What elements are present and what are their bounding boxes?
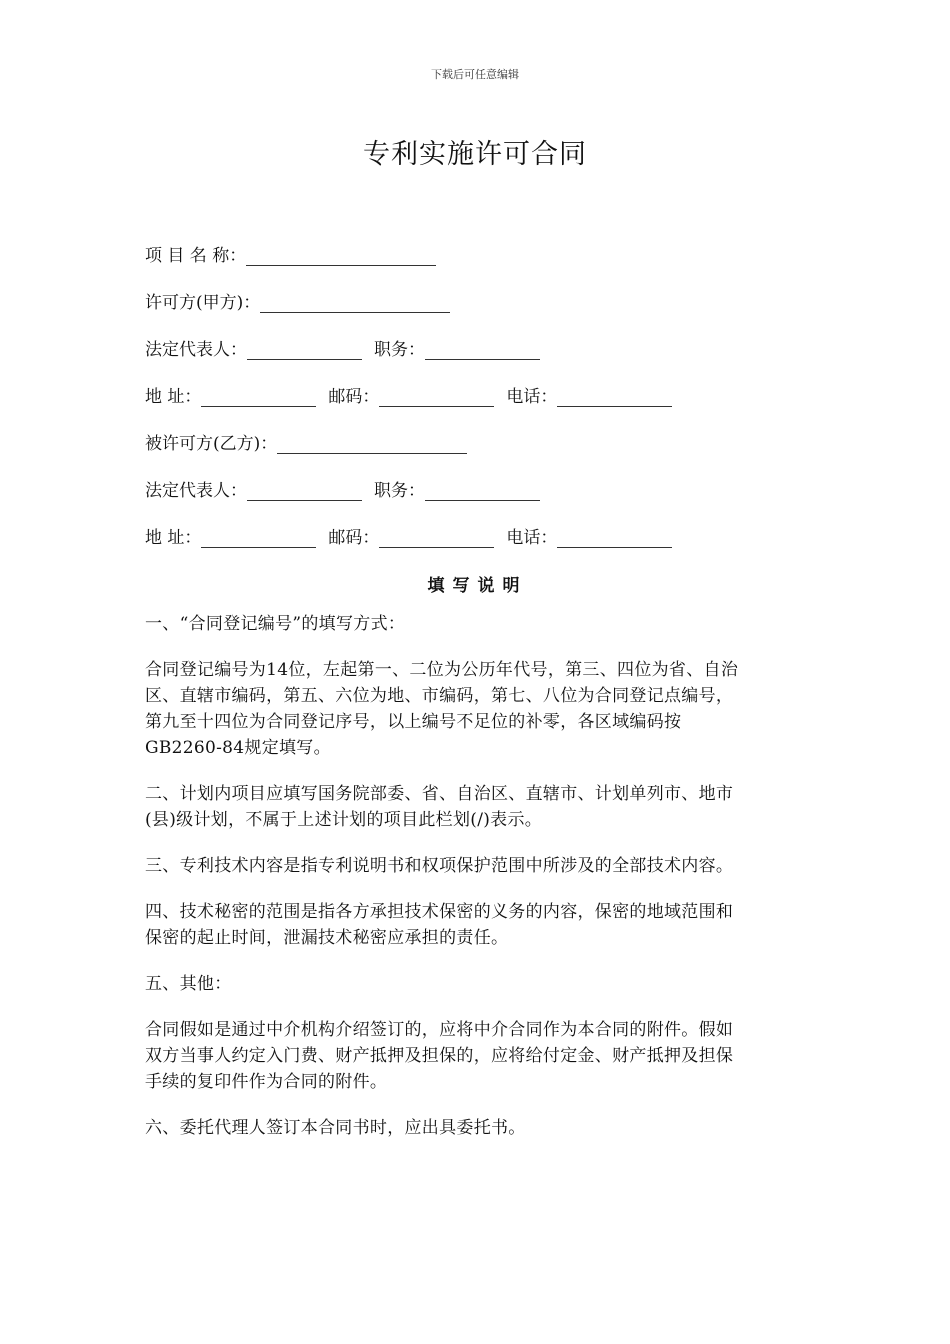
instruction-line: 合同登记编号为14位，左起第一、二位为公历年代号，第三、四位为省、自治 <box>145 660 739 680</box>
licensor-position-blank[interactable] <box>425 337 540 360</box>
licensee-rep-blank[interactable] <box>247 478 362 501</box>
licensee-label: 被许可方(乙方)： <box>145 434 278 454</box>
licensor-label: 许可方(甲方)： <box>145 293 261 313</box>
instruction-6 <box>145 1115 810 1141</box>
instruction-line: 第九至十四位为合同登记序号，以上编号不足位的补零，各区域编码按 <box>145 712 682 732</box>
licensor-address-label: 地 址： <box>145 387 202 407</box>
instructions-heading: 填写说明 <box>427 576 528 596</box>
instruction-line: (县)级计划，不属于上述计划的项目此栏划(/)表示。 <box>145 810 543 830</box>
instruction-line: 合同假如是通过中介机构介绍签订的，应将中介合同作为本合同的附件。假如 <box>145 1020 734 1040</box>
instruction-line: 区、直辖市编码，第五、六位为地、市编码，第七、八位为合同登记点编号， <box>145 686 734 706</box>
instruction-1-detail <box>145 657 810 761</box>
instructions-list <box>145 611 810 1141</box>
licensor-position-label: 职务： <box>374 340 425 360</box>
instruction-line: 五、其他： <box>145 974 232 994</box>
field-licensor-contact <box>145 381 810 428</box>
licensor-phone-label: 电话： <box>506 387 558 407</box>
instruction-5-detail <box>145 1017 810 1095</box>
instruction-line: 六、委托代理人签订本合同书时，应出具委托书。 <box>145 1118 526 1138</box>
instruction-5 <box>145 971 810 997</box>
field-project-name <box>145 240 810 287</box>
licensee-postcode-blank[interactable] <box>379 525 494 548</box>
instruction-line: 三、专利技术内容是指专利说明书和权项保护范围中所涉及的全部技术内容。 <box>145 856 734 876</box>
instruction-line: 手续的复印件作为合同的附件。 <box>145 1072 388 1092</box>
licensee-position-label: 职务： <box>374 481 425 501</box>
instruction-1 <box>145 611 810 637</box>
field-licensee <box>145 428 810 475</box>
licensor-rep-blank[interactable] <box>247 337 362 360</box>
instruction-line: 保密的起止时间，泄漏技术秘密应承担的责任。 <box>145 928 509 948</box>
licensee-phone-label: 电话： <box>506 528 558 548</box>
licensor-address-blank[interactable] <box>201 384 316 407</box>
licensee-rep-label: 法定代表人： <box>145 481 247 501</box>
instruction-line: GB2260-84规定填写。 <box>145 738 331 758</box>
field-licensee-contact <box>145 522 810 569</box>
header-note: 下载后可任意编辑 <box>431 68 519 81</box>
contract-content <box>145 240 810 1161</box>
field-licensor <box>145 287 810 334</box>
licensor-rep-label: 法定代表人： <box>145 340 247 360</box>
licensee-address-label: 地 址： <box>145 528 202 548</box>
instruction-line: 一、“合同登记编号”的填写方式： <box>145 614 406 634</box>
field-licensor-rep <box>145 334 810 381</box>
licensor-postcode-label: 邮码： <box>328 387 380 407</box>
licensor-phone-blank[interactable] <box>557 384 672 407</box>
instruction-4 <box>145 899 810 951</box>
project-name-blank[interactable] <box>246 243 436 266</box>
licensee-phone-blank[interactable] <box>557 525 672 548</box>
document-title: 专利实施许可合同 <box>363 139 587 170</box>
licensor-blank[interactable] <box>260 290 450 313</box>
licensor-postcode-blank[interactable] <box>379 384 494 407</box>
instruction-line: 双方当事人约定入门费、财产抵押及担保的，应将给付定金、财产抵押及担保 <box>145 1046 734 1066</box>
project-name-label: 项 目 名 称： <box>145 246 247 266</box>
instruction-2 <box>145 781 810 833</box>
licensee-postcode-label: 邮码： <box>328 528 380 548</box>
instruction-line: 四、技术秘密的范围是指各方承担技术保密的义务的内容，保密的地域范围和 <box>145 902 734 922</box>
instruction-3 <box>145 853 810 879</box>
instruction-line: 二、计划内项目应填写国务院部委、省、自治区、直辖市、计划单列市、地市 <box>145 784 734 804</box>
licensee-address-blank[interactable] <box>201 525 316 548</box>
field-licensee-rep <box>145 475 810 522</box>
licensee-blank[interactable] <box>277 431 467 454</box>
licensee-position-blank[interactable] <box>425 478 540 501</box>
